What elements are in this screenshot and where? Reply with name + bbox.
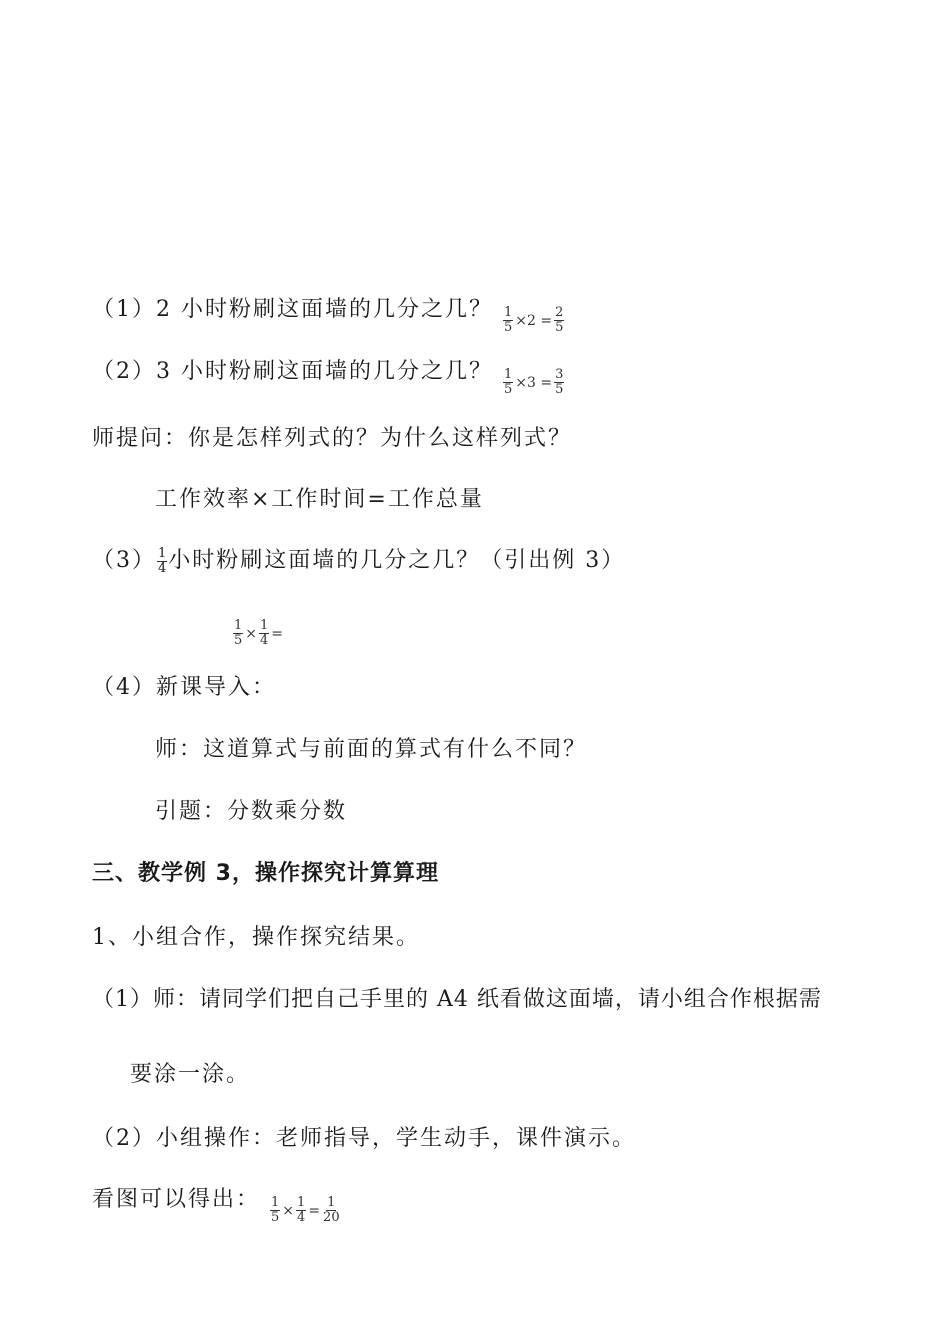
question-2: [92, 357, 565, 398]
section-3-heading: 三、教学例 3，操作探究计算算理: [92, 861, 439, 886]
fraction: $\frac{1}{5}$: [504, 367, 513, 397]
intro-line: 引题：分数乘分数: [155, 799, 348, 824]
operator: ×3 =: [515, 374, 553, 391]
fraction: $\frac{1}{4}$: [158, 545, 167, 576]
operator: ×2 =: [515, 312, 553, 329]
fraction: $\frac{1}{20}$: [323, 1195, 340, 1225]
item-1-1-continued: 要涂一涂。: [130, 1062, 251, 1087]
item-1-1: （1）师：请同学们把自己手里的 A4 纸看做这面墙，请小组合作根据需: [92, 987, 822, 1012]
fraction: $\frac{2}{5}$: [555, 305, 564, 335]
question-2-text: （2）3 小时粉刷这面墙的几分之几？: [92, 359, 493, 384]
operator: ×: [245, 625, 258, 642]
operator: =: [271, 625, 284, 642]
question-3-prefix: （3）: [92, 548, 156, 573]
fraction: $\frac{1}{5}$: [271, 1195, 280, 1225]
work-formula: 工作效率×工作时间=工作总量: [155, 487, 484, 512]
fraction: $\frac{1}{5}$: [234, 618, 243, 648]
result-text: 看图可以得出：: [92, 1187, 261, 1212]
question-1-formula: [502, 306, 565, 336]
question-1-text: （1）2 小时粉刷这面墙的几分之几？: [92, 297, 493, 322]
question-3: [92, 546, 625, 576]
fraction: $\frac{1}{5}$: [504, 305, 513, 335]
fraction: $\frac{3}{5}$: [555, 367, 564, 397]
result-formula: [269, 1196, 342, 1226]
item-1: 1、小组合作，操作探究结果。: [92, 925, 420, 950]
operator: ×: [282, 1202, 295, 1219]
fraction: $\frac{1}{4}$: [260, 618, 269, 648]
question-1: [92, 295, 565, 336]
result-line: [92, 1185, 342, 1226]
question-2-formula: [502, 368, 565, 398]
teacher-difference: 师：这道算式与前面的算式有什么不同？: [155, 737, 588, 762]
operator: =: [308, 1202, 321, 1219]
question-4: （4）新课导入：: [92, 675, 276, 700]
fraction: $\frac{1}{4}$: [297, 1195, 306, 1225]
expression: [232, 619, 284, 649]
expression-line: [232, 608, 284, 649]
item-1-2: （2）小组操作：老师指导，学生动手，课件演示。: [92, 1126, 636, 1151]
teacher-question: 师提问：你是怎样列式的？为什么这样列式？: [92, 426, 573, 451]
question-3-text: 小时粉刷这面墙的几分之几？（引出例 3）: [168, 548, 626, 573]
